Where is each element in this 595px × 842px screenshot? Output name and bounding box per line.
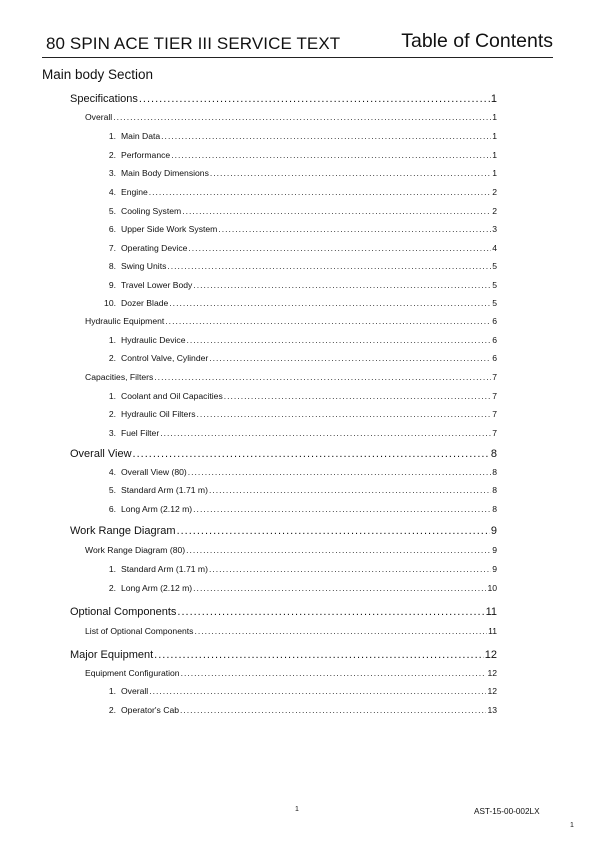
entry-page-number: 5 xyxy=(492,261,497,271)
dot-leader xyxy=(154,649,484,661)
toc-subsection-entry[interactable] xyxy=(100,298,497,308)
document-title: 80 SPIN ACE TIER III SERVICE TEXT xyxy=(46,34,341,53)
toc-subsection-entry[interactable] xyxy=(100,485,497,495)
entry-page-number: 8 xyxy=(492,504,497,514)
toc-subsection-entry[interactable] xyxy=(100,206,497,216)
dot-leader xyxy=(167,261,491,271)
entry-label: Upper Side Work System xyxy=(121,224,218,234)
entry-label: Optional Components xyxy=(70,606,177,618)
entry-page-number: 9 xyxy=(492,564,497,574)
toc-subsection-entry[interactable] xyxy=(100,335,497,345)
dot-leader xyxy=(165,316,491,326)
dot-leader xyxy=(188,467,491,477)
toc-subsection-entry[interactable] xyxy=(100,187,497,197)
dot-leader xyxy=(194,626,487,636)
entry-number: 3. xyxy=(108,428,116,438)
entry-page-number: 8 xyxy=(492,485,497,495)
entry-page-number: 12 xyxy=(484,649,497,661)
entry-page-number: 5 xyxy=(492,298,497,308)
toc-section-entry[interactable] xyxy=(85,112,497,122)
entry-page-number: 2 xyxy=(492,187,497,197)
toc-subsection-entry[interactable] xyxy=(100,168,497,178)
dot-leader xyxy=(182,206,491,216)
dot-leader xyxy=(133,448,490,460)
entry-page-number: 11 xyxy=(488,626,497,636)
dot-leader xyxy=(160,428,491,438)
dot-leader xyxy=(197,409,492,419)
page-header xyxy=(42,30,553,58)
entry-number: 7. xyxy=(108,243,116,253)
entry-page-number: 6 xyxy=(492,335,497,345)
entry-label: Long Arm (2.12 m) xyxy=(121,504,193,514)
entry-number: 1. xyxy=(108,335,116,345)
entry-page-number: 9 xyxy=(492,545,497,555)
dot-leader xyxy=(186,545,491,555)
entry-page-number: 13 xyxy=(487,705,497,715)
toc-section-entry[interactable] xyxy=(85,372,497,382)
entry-page-number: 1 xyxy=(492,150,497,160)
entry-label: Equipment Configuration xyxy=(85,668,180,678)
dot-leader xyxy=(177,606,484,618)
toc-subsection-entry[interactable] xyxy=(100,391,497,401)
entry-number: 1. xyxy=(108,391,116,401)
toc-section-entry[interactable] xyxy=(85,668,497,678)
dot-leader xyxy=(139,93,490,105)
toc-subsection-entry[interactable] xyxy=(100,428,497,438)
entry-page-number: 9 xyxy=(490,525,497,537)
entry-page-number: 10 xyxy=(487,583,497,593)
toc-subsection-entry[interactable] xyxy=(100,467,497,477)
entry-number: 8. xyxy=(108,261,116,271)
toc-chapter-entry[interactable] xyxy=(70,525,497,537)
toc-section-entry[interactable] xyxy=(85,626,497,636)
toc-chapter-entry[interactable] xyxy=(70,649,497,661)
toc-subsection-entry[interactable] xyxy=(100,686,497,696)
entry-number: 3. xyxy=(108,168,116,178)
entry-label: Overall xyxy=(121,686,149,696)
toc-section-entry[interactable] xyxy=(85,316,497,326)
toc-subsection-entry[interactable] xyxy=(100,280,497,290)
entry-page-number: 8 xyxy=(492,467,497,477)
entry-number: 1. xyxy=(108,131,116,141)
entry-label: Swing Units xyxy=(121,261,167,271)
entry-page-number: 7 xyxy=(492,409,497,419)
dot-leader xyxy=(209,564,491,574)
dot-leader xyxy=(113,112,491,122)
dot-leader xyxy=(154,372,491,382)
entry-page-number: 1 xyxy=(492,112,497,122)
entry-page-number: 3 xyxy=(492,224,497,234)
entry-label: List of Optional Components xyxy=(85,626,194,636)
section-heading: Main body Section xyxy=(42,67,154,82)
entry-label: Control Valve, Cylinder xyxy=(121,353,209,363)
toc-section-entry[interactable] xyxy=(85,545,497,555)
dot-leader xyxy=(161,131,491,141)
dot-leader xyxy=(193,583,486,593)
entry-label: Major Equipment xyxy=(70,649,154,661)
dot-leader xyxy=(149,187,491,197)
entry-number: 2. xyxy=(108,409,116,419)
entry-number: 4. xyxy=(108,187,116,197)
dot-leader xyxy=(224,391,491,401)
toc-subsection-entry[interactable] xyxy=(100,705,497,715)
entry-label: Overall View (80) xyxy=(121,467,187,477)
dot-leader xyxy=(193,280,491,290)
entry-label: Standard Arm (1.71 m) xyxy=(121,564,208,574)
entry-label: Work Range Diagram (80) xyxy=(85,545,186,555)
toc-subsection-entry[interactable] xyxy=(100,131,497,141)
dot-leader xyxy=(210,168,491,178)
toc-chapter-entry[interactable] xyxy=(70,93,497,105)
dot-leader xyxy=(149,686,486,696)
entry-page-number: 5 xyxy=(492,280,497,290)
entry-label: Hydraulic Device xyxy=(121,335,186,345)
dot-leader xyxy=(171,150,491,160)
dot-leader xyxy=(188,243,491,253)
toc-subsection-entry[interactable] xyxy=(100,564,497,574)
dot-leader xyxy=(169,298,491,308)
toc-subsection-entry[interactable] xyxy=(100,409,497,419)
toc-subsection-entry[interactable] xyxy=(100,353,497,363)
entry-number: 10. xyxy=(104,298,116,308)
entry-number: 6. xyxy=(108,224,116,234)
entry-page-number: 4 xyxy=(492,243,497,253)
entry-number: 2. xyxy=(108,583,116,593)
entry-label: Main Data xyxy=(121,131,161,141)
entry-label: Main Body Dimensions xyxy=(121,168,209,178)
entry-page-number: 8 xyxy=(490,448,497,460)
entry-label: Capacities, Filters xyxy=(85,372,154,382)
entry-number: 1. xyxy=(108,564,116,574)
footer-page-number: 1 xyxy=(295,806,299,813)
entry-page-number: 2 xyxy=(492,206,497,216)
toc-subsection-entry[interactable] xyxy=(100,150,497,160)
entry-label: Operator's Cab xyxy=(121,705,180,715)
entry-label: Overall View xyxy=(70,448,132,460)
entry-number: 1. xyxy=(108,686,116,696)
entry-label: Overall xyxy=(85,112,113,122)
entry-number: 2. xyxy=(108,150,116,160)
entry-page-number: 1 xyxy=(492,131,497,141)
entry-label: Long Arm (2.12 m) xyxy=(121,583,193,593)
toc-subsection-entry[interactable] xyxy=(100,224,497,234)
dot-leader xyxy=(181,668,487,678)
entry-page-number: 12 xyxy=(487,668,497,678)
entry-number: 5. xyxy=(108,206,116,216)
entry-page-number: 12 xyxy=(487,686,497,696)
entry-number: 2. xyxy=(108,705,116,715)
entry-label: Fuel Filter xyxy=(121,428,160,438)
entry-label: Travel Lower Body xyxy=(121,280,193,290)
entry-label: Dozer Blade xyxy=(121,298,169,308)
dot-leader xyxy=(180,705,486,715)
entry-label: Work Range Diagram xyxy=(70,525,176,537)
entry-number: 4. xyxy=(108,467,116,477)
entry-page-number: 11 xyxy=(485,606,497,618)
dot-leader xyxy=(177,525,490,537)
toc-subsection-entry[interactable] xyxy=(100,504,497,514)
entry-page-number: 1 xyxy=(490,93,497,105)
toc-subsection-entry[interactable] xyxy=(100,243,497,253)
entry-label: Cooling System xyxy=(121,206,182,216)
dot-leader xyxy=(186,335,491,345)
toc-chapter-entry[interactable] xyxy=(70,606,497,618)
dot-leader xyxy=(218,224,491,234)
entry-page-number: 6 xyxy=(492,353,497,363)
entry-page-number: 7 xyxy=(492,372,497,382)
entry-number: 6. xyxy=(108,504,116,514)
entry-label: Performance xyxy=(121,150,171,160)
toc-subsection-entry[interactable] xyxy=(100,583,497,593)
entry-page-number: 7 xyxy=(492,391,497,401)
dot-leader xyxy=(209,485,491,495)
entry-label: Standard Arm (1.71 m) xyxy=(121,485,208,495)
footer-document-code: AST-15-00-002LX xyxy=(474,807,540,816)
entry-page-number: 6 xyxy=(492,316,497,326)
entry-label: Coolant and Oil Capacities xyxy=(121,391,223,401)
entry-label: Operating Device xyxy=(121,243,188,253)
entry-label: Engine xyxy=(121,187,148,197)
entry-number: 9. xyxy=(108,280,116,290)
entry-label: Hydraulic Equipment xyxy=(85,316,165,326)
toc-subsection-entry[interactable] xyxy=(100,261,497,271)
entry-page-number: 1 xyxy=(492,168,497,178)
dot-leader xyxy=(193,504,491,514)
entry-page-number: 7 xyxy=(492,428,497,438)
entry-label: Hydraulic Oil Filters xyxy=(121,409,196,419)
entry-label: Specifications xyxy=(70,93,138,105)
toc-title: Table of Contents xyxy=(401,30,553,52)
dot-leader xyxy=(209,353,491,363)
entry-number: 5. xyxy=(108,485,116,495)
entry-number: 2. xyxy=(108,353,116,363)
corner-page-number: 1 xyxy=(570,822,574,829)
toc-chapter-entry[interactable] xyxy=(70,448,497,460)
